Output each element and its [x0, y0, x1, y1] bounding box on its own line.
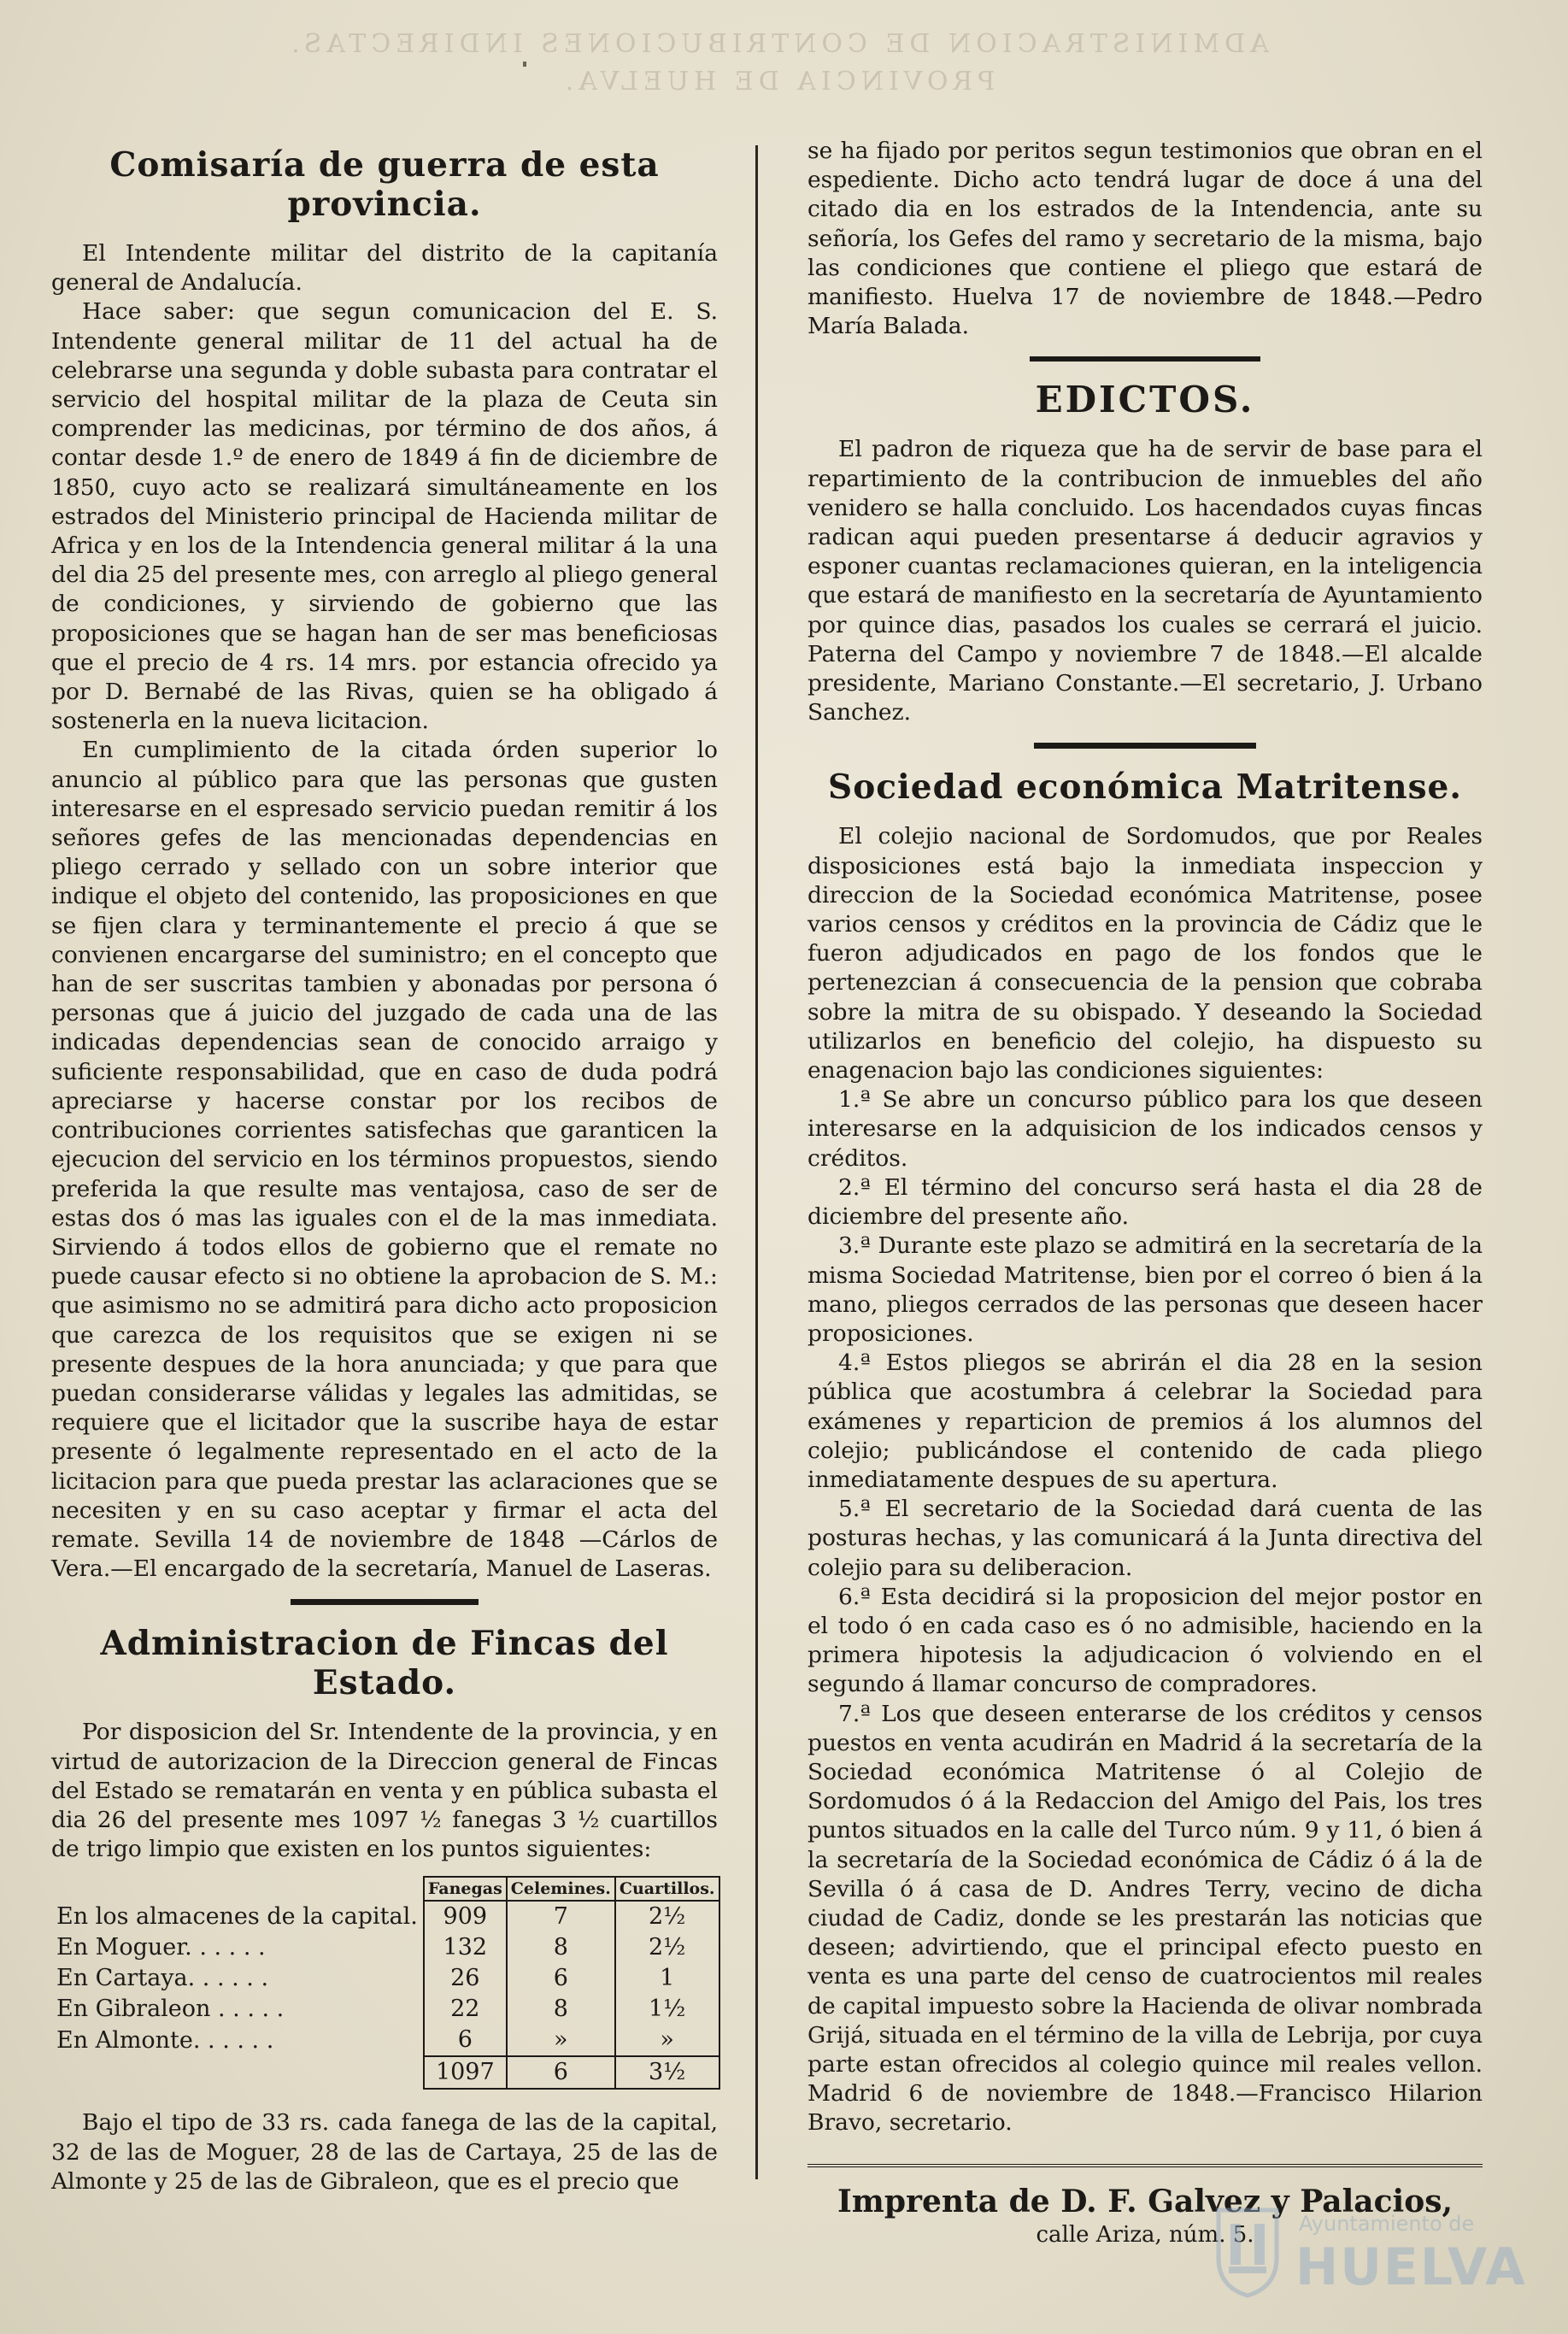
- sociedad-section: [807, 767, 1483, 2137]
- sociedad-condition-2: 2.ª El término del concurso será hasta el dia 28 de diciembre del presente año.: [807, 1173, 1483, 1231]
- sociedad-intro: El colejio nacional de Sordomudos, que por Reales disposiciones está bajo la inmediata inspeccion y direccion de la Sociedad económica Matritense, posee varios censos y créditos en la provincia de Cádiz que le fueron adjudicados en pago de los fondos que le pertenezcian á consecuencia de la pension que cobraba sobre la mitra de su obispado. Y deseando la Sociedad utilizarlos en beneficio del colejio, ha dispuesto su enagenacion bajo las condiciones siguientes:: [807, 823, 1483, 1085]
- total-blank: [51, 2056, 424, 2089]
- sociedad-condition-6: 6.ª Esta decidirá si la proposicion del mejor postor en el todo ó en cada caso es ó no admisible, haciendo en la primera hipotesis la adjudicacion ó volviendo en el segundo á llamar concurso de compradores.: [807, 1583, 1483, 1698]
- comisaria-paragraph-1: Hace saber: que segun comunicacion del E. S. Intendente general militar de 11 del actual ha de celebrarse una segunda y doble subasta para contratar el servicio del hospital militar de la plaza de Ceuta sin comprender las medicinas, por término de dos años, á contar desde 1.º de enero de 1849 á fin de diciembre de 1850, cuyo acto se realizará simultáneamente en los estrados del Ministerio principal de Hacienda militar de Africa y en los de la Intendencia general militar á la una del dia 25 del presente mes, con arreglo al pliego general de condiciones, y sirviendo de gobierno que las proposiciones que se hagan han de ser mas beneficiosas que el precio de 4 rs. 14 mrs. por estancia ofrecido ya por D. Bernabé de las Rivas, quien se ha obligado á sostenerla en la nueva licitacion.: [51, 298, 718, 735]
- row-fanegas: 909: [424, 1901, 507, 1932]
- total-celemines: 6: [507, 2056, 615, 2089]
- row-cuartillos: 1: [615, 1963, 719, 1994]
- row-place: En Cartaya. . . . . .: [56, 1965, 269, 1992]
- sociedad-condition-3: 3.ª Durante este plazo se admitirá en la secretaría de la misma Sociedad Matritense, bien por el correo ó bien á la mano, pliegos cerrados de las personas que deseen hacer proposiciones.: [807, 1232, 1483, 1347]
- total-cuartillos: 3½: [615, 2056, 719, 2089]
- row-cuartillos: 2½: [615, 1932, 719, 1963]
- row-cuartillos: »: [615, 2025, 719, 2056]
- row-fanegas: 22: [424, 1994, 507, 2025]
- fincas-paragraph-2: Bajo el tipo de 33 rs. cada fanega de las de la capital, 32 de las de Moguer, 28 de las de Cartaya, 25 de las de Almonte y 25 de las de Gibraleon, que es el precio que: [51, 2109, 718, 2195]
- sociedad-condition-1: 1.ª Se abre un concurso público para los que deseen interesarse en la adquisicion de los indicados censos y créditos.: [807, 1086, 1483, 1172]
- section-rule: [291, 1599, 479, 1605]
- comisaria-section: [51, 145, 718, 1584]
- table-header-cuartillos: Cuartillos.: [615, 1877, 719, 1901]
- edictos-paragraph: El padron de riqueza que ha de servir de base para el repartimiento de la contribucion de inmuebles del año venidero se halla concluido. Los hacendados cuyas fincas radican aqui pueden presentarse á deducir agravios y esponer cuantas reclamaciones quieran, en la inteligencia que estará de manifiesto en la secretaría de Ayuntamiento por quince dias, pasados los cuales se cerrará el juicio. Paterna del Campo y noviembre 7 de 1848.—El alcalde presidente, Mariano Constante.—El secretario, J. Urbano Sanchez.: [807, 436, 1483, 726]
- table-row: [51, 1994, 719, 2025]
- table-row: [51, 2025, 719, 2056]
- left-column: [51, 137, 718, 2196]
- right-column: [807, 137, 1483, 2249]
- row-fanegas: 132: [424, 1932, 507, 1963]
- row-place: En Moguer. . . . . .: [56, 1934, 266, 1961]
- row-celemines: 6: [507, 1963, 615, 1994]
- row-cuartillos: 1½: [615, 1994, 719, 2025]
- row-place: En los almacenes de la capital.: [56, 1902, 418, 1930]
- huelva-watermark: [1213, 2205, 1527, 2308]
- total-fanegas: 1097: [424, 2056, 507, 2089]
- printer-address: calle Ariza, núm. 5.: [1036, 2221, 1254, 2248]
- fincas-continuation: se ha fijado por peritos segun testimonios que obran en el espediente. Dicho acto tendrá lugar de doce á una del citado dia en los estrados de la Intendencia, ante su señoría, los Gefes del ramo y secretario de la misma, bajo las condiciones que contiene el pliego que estará de manifiesto. Huelva 17 de noviembre de 1848.—Pedro María Balada.: [807, 138, 1483, 340]
- coat-of-arms-icon: [1213, 2205, 1282, 2299]
- bleed-through-text: ADMINISTRACION DE CONTRIBUCIONES INDIRECTAS. PROVINCIA DE HUELVA.: [286, 29, 1269, 97]
- sociedad-condition-4: 4.ª Estos pliegos se abrirán el dia 28 en la sesion pública que acostumbra á celebrar la Sociedad para exámenes y reparticion de premios á los alumnos del colejio; publicándose el contenido de cada pliego inmediatamente despues de su apertura.: [807, 1349, 1483, 1493]
- comisaria-intro: El Intendente militar del distrito de la capitanía general de Andalucía.: [51, 240, 718, 297]
- row-celemines: 8: [507, 1994, 615, 2025]
- sociedad-title: Sociedad económica Matritense.: [828, 767, 1462, 808]
- table-row: [51, 1932, 719, 1963]
- sociedad-condition-5: 5.ª El secretario de la Sociedad dará cuenta de las posturas hechas, y las comunicará á la Junta directiva del colejio para su deliberacion.: [807, 1496, 1483, 1581]
- fincas-paragraph-1: Por disposicion del Sr. Intendente de la provincia, y en virtud de autorizacion de la Direccion general de Fincas del Estado se rematarán en venta y en pública subasta el dia 26 del presente mes 1097 ½ fanegas 3 ½ cuartillos de trigo limpio que existen en los puntos siguientes:: [51, 1719, 718, 1863]
- table-header-fanegas: Fanegas: [424, 1877, 507, 1901]
- row-cuartillos: 2½: [615, 1901, 719, 1932]
- row-celemines: 8: [507, 1932, 615, 1963]
- watermark-big-text: HUELVA: [1295, 2237, 1527, 2297]
- fincas-section: [51, 1624, 718, 2196]
- row-fanegas: 26: [424, 1963, 507, 1994]
- table-header-celemines: Celemines.: [507, 1877, 615, 1901]
- watermark-small-text: Ayuntamiento de: [1299, 2212, 1475, 2236]
- printer-name: Imprenta de D. F. Galvez y Palacios,: [807, 2164, 1483, 2220]
- table-header-row: [51, 1877, 719, 1901]
- comisaria-paragraph-2: En cumplimiento de la citada órden superior lo anuncio al público para que las personas que gusten interesarse en el espresado servicio puedan remitir á los señores gefes de las mencionadas dependencias en pliego cerrado y sellado con un sobre interior que indique el objeto del contenido, las proposiciones en que se fijen clara y terminantemente el precio á que se convienen encargarse del suministro; en el concepto que han de ser suscritas tambien y abonadas por persona ó personas que á juicio del juzgado de cada una de las indicadas dependencias sean de conocido arraigo y suficiente responsabilidad, que en caso de duda podrá apreciarse y hacerse constar por los recibos de contribuciones corrientes satisfechas que garanticen la ejecucion del servicio en los términos propuestos, siendo preferida la que resulte mas ventajosa, caso de ser de estas dos ó mas las iguales con el de la mas inmediata. Sirviendo á todos ellos de gobierno que el remate no puede causar efecto si no obtiene la aprobacion de S. M.: que asimismo no se admitirá para dicho acto proposicion que carezca de los requisitos que se exigen ni se presente despues de la hora anunciada; y que para que puedan considerarse válidas y legales las admitidas, se requiere que el licitador que la suscribe haya de estar presente ó legalmente representado en el acto de la licitacion para que pueda prestar las aclaraciones que se necesiten y en su caso aceptar y firmar el acta del remate. Sevilla 14 de noviembre de 1848 —Cárlos de Vera.—El encargado de la secretaría, Manuel de Laseras.: [51, 737, 718, 1583]
- edictos-section: [807, 380, 1483, 727]
- edictos-title: EDICTOS.: [1035, 379, 1255, 421]
- fincas-title: Administracion de Fincas del Estado.: [100, 1624, 669, 1703]
- table-row: [51, 1901, 719, 1932]
- row-celemines: 7: [507, 1901, 615, 1932]
- row-place: En Gibraleon . . . . .: [56, 1996, 285, 2023]
- ink-mark: [523, 62, 526, 67]
- row-fanegas: 6: [424, 2025, 507, 2056]
- section-rule: [1030, 356, 1260, 362]
- column-divider: [755, 145, 758, 2179]
- table-header-blank: [51, 1877, 424, 1901]
- table-row: [51, 1963, 719, 1994]
- section-rule: [1034, 743, 1256, 749]
- row-celemines: »: [507, 2025, 615, 2056]
- sociedad-condition-7: 7.ª Los que deseen enterarse de los créditos y censos puestos en venta acudirán en Madrid á la secretaría de la Sociedad económica Matritense ó al Colejio de Sordomudos ó á la Redaccion del Amigo del Pais, los tres puntos situados en la calle del Turco núm. 9 y 11, ó bien á la secretaría de la Sociedad económica de Cádiz ó á la de Sevilla ó á casa de D. Andres Terry, vecino de dicha ciudad de Cadiz, donde se les prestarán las noticias que deseen; advirtiendo, que el principal efecto puesto en venta es una parte del censo de cuatrocientos mil reales de capital impuesto sobre la Hacienda de olivar nombrada Grijá, situada en el término de la villa de Lebrija, por cuya parte estan ofrecidos al colegio quince mil reales vellon. Madrid 6 de noviembre de 1848.—Francisco Hilarion Bravo, secretario.: [807, 1700, 1483, 2137]
- table-total-row: [51, 2056, 719, 2089]
- fincas-table: [51, 1876, 720, 2090]
- row-place: En Almonte. . . . . .: [56, 2026, 274, 2054]
- comisaria-title: Comisaría de guerra de esta provincia.: [109, 145, 660, 224]
